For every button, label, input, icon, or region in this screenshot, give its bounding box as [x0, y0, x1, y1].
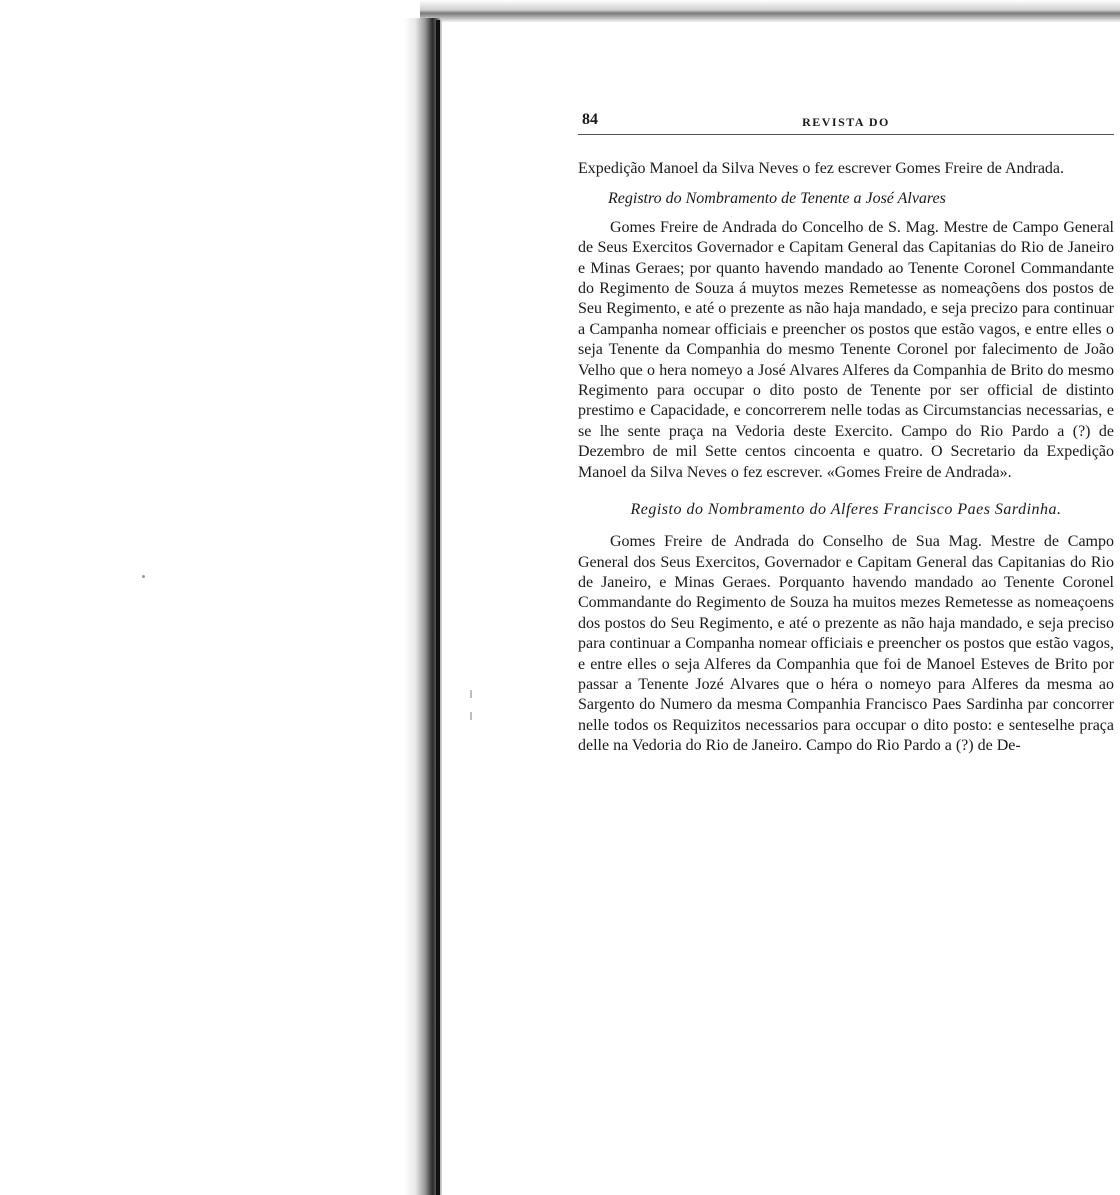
scan-speck — [142, 575, 145, 578]
entry-paragraph: Gomes Freire de Andrada do Concelho de S. Mag. Mestre de Campo General de Seus Exercitos Governador e Capitam General das Capitanias do Rio de Janeiro e Minas Geraes; por quanto havendo mandado ao Tenente Coronel Commandante do Regimento de Souza á muytos mezes Remetesse as nomeaçõens dos postos de Seu Regimento, e até o prezente as não haja mandado, e seja precizo para continuar a Campanha nomear officiais e preencher os postos que estão vagos, e entre elles o seja Tenente da Companhia do mesmo Tenente Coronel por falecimento de João Velho que o hera nomeyo a José Alvares Alferes da Companhia de Brito do mesmo Regimento para occupar o dito posto de Tenente por ser official de distinto prestimo e Capacidade, e concorrerem nelle todas as Circumstancias necessarias, e se lhe sente praça na Vedoria deste Exercito. Campo do Rio Pardo a (?) de Dezembro de mil Sette centos cincoenta e quatro. O Secretario da Expedição Manoel da Silva Neves o fez escrever. «Gomes Freire de Andrada». — [578, 218, 1114, 481]
document-page — [578, 106, 1114, 757]
scan-margin — [0, 0, 410, 1195]
page-top-edge — [420, 0, 1120, 22]
margin-mark — [470, 690, 472, 698]
entry-heading: Registro do Nombramento de Tenente a José Alvares — [608, 190, 946, 208]
entry-paragraph: Gomes Freire de Andrada do Conselho de Sua Mag. Mestre de Campo General dos Seus Exercitos, Governador e Capitam General das Capitanias do Rio de Janeiro, e Minas Geraes. Porquanto havendo mandado ao Tenente Coronel Commandante do Regimento de Souza ha muitos mezes Remetesse as nomeaçoens dos postos do Seu Regimento, e até o prezente as não haja mandado, e seja preciso para continuar a Companha nomear officiais e preencher os postos que estão vagos, e entre elles o seja Alferes da Companhia que foi de Manoel Esteves de Brito por passar a Tenente Jozé Alvares que o héra o nomeyo para Alferes da mesma ao Sargento do Numero da mesma Companhia Francisco Paes Sardinha par concorrer nelle todos os Requizitos necessarios para occupar o dito posto: e senteselhe praça delle na Vedoria do Rio de Janeiro. Campo do Rio Pardo a (?) de De- — [578, 533, 1114, 755]
running-header — [578, 106, 1114, 135]
margin-mark — [470, 712, 472, 720]
running-title: REVISTA DO — [802, 115, 890, 129]
page-number: 84 — [582, 111, 598, 128]
book-binding-edge — [436, 20, 440, 1195]
continuation-paragraph: Expedição Manoel da Silva Neves o fez escrever Gomes Freire de Andrada. — [578, 160, 1065, 177]
entry-heading: Registo do Nombramento do Alferes Francisco Paes Sardinha. — [630, 501, 1062, 519]
